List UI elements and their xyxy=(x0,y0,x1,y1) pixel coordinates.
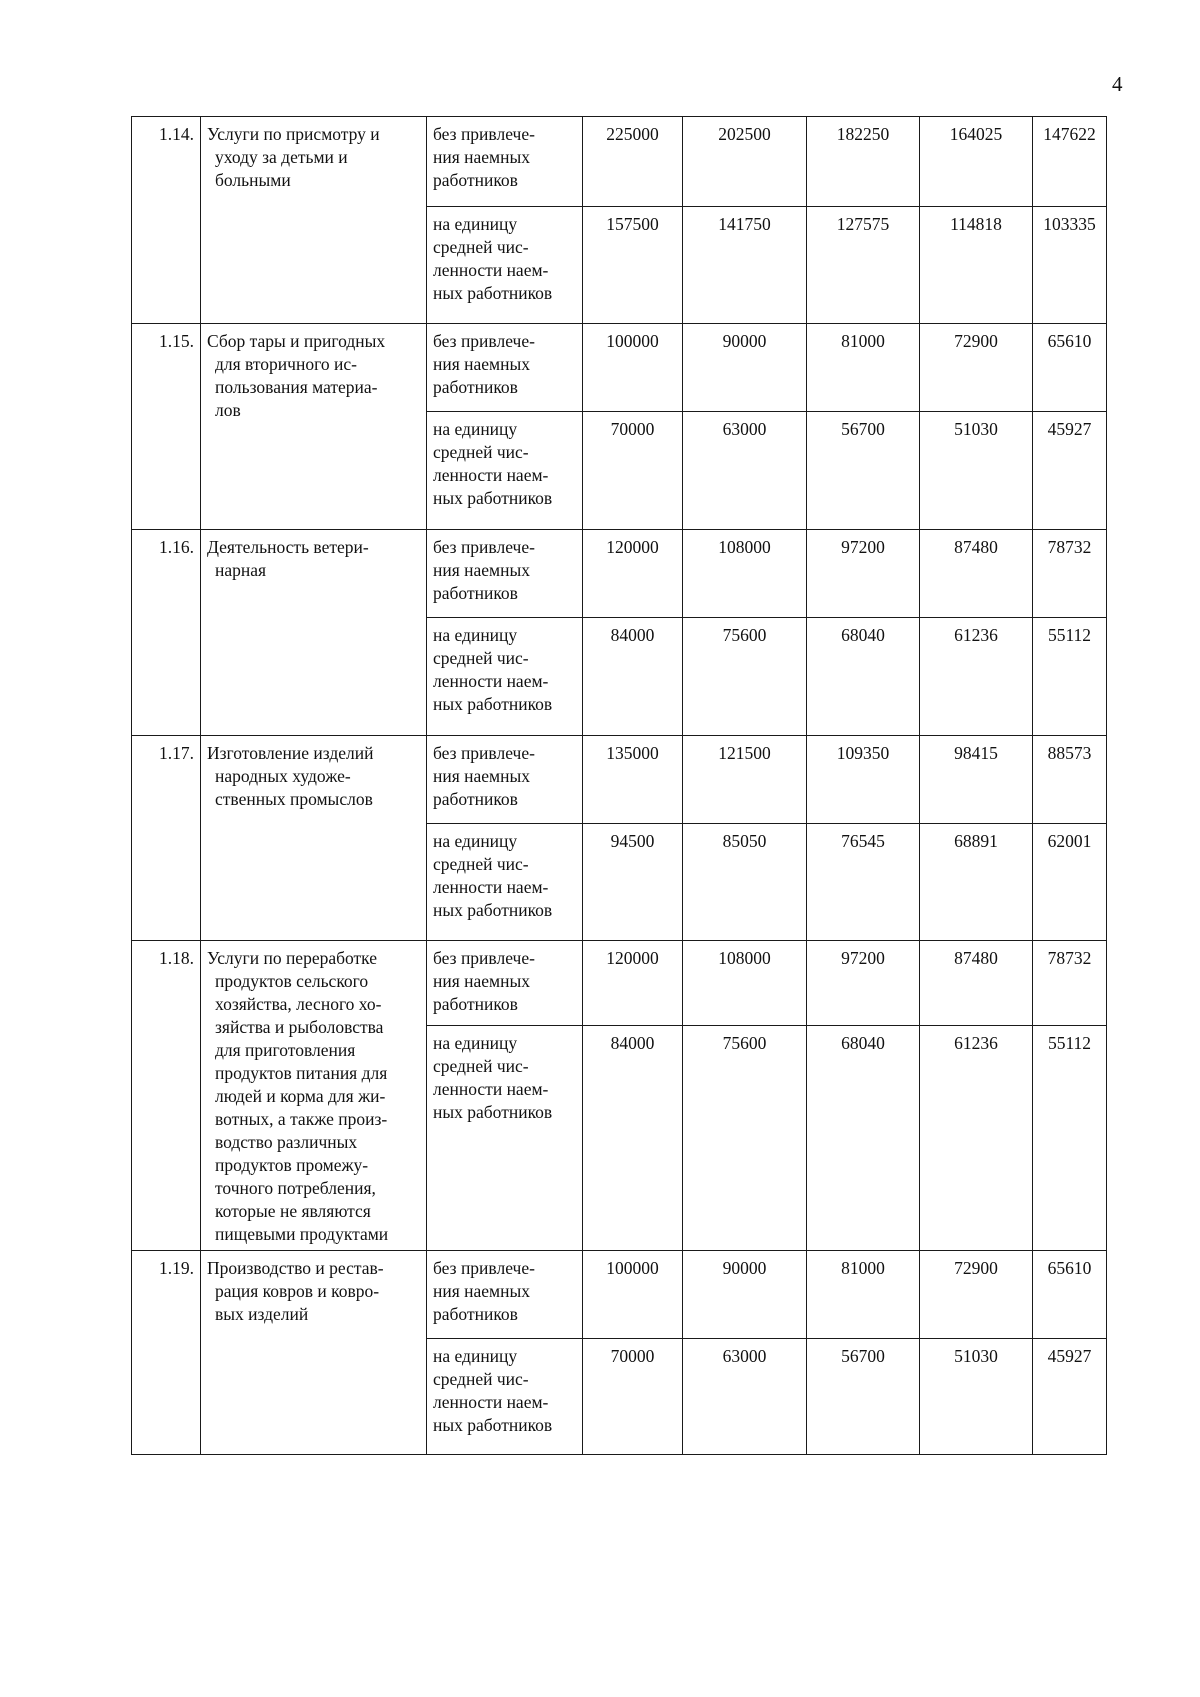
value-cell: 97200 xyxy=(807,530,920,618)
activity-name xyxy=(201,941,427,1251)
condition-cell xyxy=(427,824,583,941)
value-cell: 202500 xyxy=(683,117,807,207)
value-cell: 141750 xyxy=(683,207,807,324)
table-row xyxy=(132,1251,1107,1339)
condition-line: ленности наем- xyxy=(433,1079,549,1100)
condition-text xyxy=(433,624,576,716)
condition-line: без привлече- xyxy=(433,948,535,968)
activity-name-line: народных художе- xyxy=(215,766,351,786)
value-cell: 147622 xyxy=(1033,117,1107,207)
value-cell: 90000 xyxy=(683,324,807,412)
value-cell: 63000 xyxy=(683,1339,807,1455)
page-number: 4 xyxy=(1112,72,1123,96)
condition-line: без привлече- xyxy=(433,743,535,763)
condition-line: на единицу xyxy=(433,419,518,439)
condition-line: на единицу xyxy=(433,1033,518,1054)
condition-line: ленности наем- xyxy=(433,671,549,691)
condition-cell xyxy=(427,530,583,618)
value-cell: 68891 xyxy=(920,824,1033,941)
activity-name-line: людей и корма для жи- xyxy=(215,1086,386,1106)
value-cell: 55112 xyxy=(1033,618,1107,736)
activity-name-line: уходу за детьми и xyxy=(215,147,348,167)
value-cell: 120000 xyxy=(583,941,683,1026)
table-row xyxy=(132,117,1107,207)
condition-line: без привлече- xyxy=(433,124,535,144)
value-cell: 103335 xyxy=(1033,207,1107,324)
value-cell: 45927 xyxy=(1033,1339,1107,1455)
value-cell: 76545 xyxy=(807,824,920,941)
condition-line: на единицу xyxy=(433,831,518,851)
activity-name-line: которые не являются xyxy=(215,1201,371,1221)
value-cell: 70000 xyxy=(583,1339,683,1455)
value-cell: 68040 xyxy=(807,1026,920,1251)
condition-text xyxy=(433,1257,576,1326)
condition-text xyxy=(433,123,576,192)
condition-line: ных работников xyxy=(433,900,553,920)
value-cell: 56700 xyxy=(807,1339,920,1455)
condition-text xyxy=(433,213,576,305)
condition-line: работников xyxy=(433,170,518,190)
condition-line: средней чис- xyxy=(433,1056,529,1077)
activity-name-text xyxy=(207,1257,420,1326)
condition-cell xyxy=(427,941,583,1026)
condition-line: ленности наем- xyxy=(433,260,549,280)
condition-line: работников xyxy=(433,1304,518,1324)
activity-name-line: Производство и рестав- xyxy=(207,1258,384,1278)
value-cell: 63000 xyxy=(683,412,807,530)
activity-name-line: точного потребления, xyxy=(215,1178,376,1198)
value-cell: 84000 xyxy=(583,618,683,736)
activity-name-line: рация ковров и ковро- xyxy=(215,1281,380,1301)
table-row xyxy=(132,324,1107,412)
value-cell: 121500 xyxy=(683,736,807,824)
value-cell: 72900 xyxy=(920,1251,1033,1339)
condition-text xyxy=(433,418,576,510)
activity-name-line: Деятельность ветери- xyxy=(207,537,369,557)
activity-name-line: Услуги по переработке xyxy=(207,948,378,968)
value-cell: 45927 xyxy=(1033,412,1107,530)
value-cell: 87480 xyxy=(920,941,1033,1026)
value-cell: 65610 xyxy=(1033,1251,1107,1339)
condition-cell xyxy=(427,324,583,412)
value-cell: 157500 xyxy=(583,207,683,324)
condition-line: без привлече- xyxy=(433,331,535,351)
activity-name-line: вотных, а также произ- xyxy=(215,1109,388,1129)
condition-line: ных работников xyxy=(433,1102,553,1123)
condition-line: ных работников xyxy=(433,1415,553,1435)
activity-name-line: продуктов сельского xyxy=(215,971,369,991)
item-number: 1.15. xyxy=(132,324,201,530)
value-cell: 98415 xyxy=(920,736,1033,824)
condition-line: на единицу xyxy=(433,1346,518,1366)
activity-name-line: лов xyxy=(215,400,241,420)
item-number: 1.17. xyxy=(132,736,201,941)
activity-name-line: вых изделий xyxy=(215,1304,309,1324)
value-cell: 90000 xyxy=(683,1251,807,1339)
activity-name xyxy=(201,530,427,736)
activity-name-line: ственных промыслов xyxy=(215,789,373,809)
value-cell: 109350 xyxy=(807,736,920,824)
condition-cell xyxy=(427,1339,583,1455)
value-cell: 75600 xyxy=(683,1026,807,1251)
item-number: 1.18. xyxy=(132,941,201,1251)
activity-name-text xyxy=(207,947,420,1246)
value-cell: 120000 xyxy=(583,530,683,618)
condition-line: ных работников xyxy=(433,694,553,714)
activity-name-line: для вторичного ис- xyxy=(215,354,357,374)
item-number: 1.16. xyxy=(132,530,201,736)
condition-line: средней чис- xyxy=(433,442,529,462)
activity-name-line: пользования материа- xyxy=(215,377,378,397)
condition-line: ния наемных xyxy=(433,766,531,786)
value-cell: 114818 xyxy=(920,207,1033,324)
condition-cell xyxy=(427,207,583,324)
activity-name-line: продуктов питания для xyxy=(215,1063,388,1083)
value-cell: 85050 xyxy=(683,824,807,941)
item-number: 1.14. xyxy=(132,117,201,324)
condition-line: без привлече- xyxy=(433,537,535,557)
value-cell: 78732 xyxy=(1033,530,1107,618)
condition-line: ных работников xyxy=(433,283,553,303)
condition-line: средней чис- xyxy=(433,237,529,257)
condition-text xyxy=(433,742,576,811)
value-cell: 65610 xyxy=(1033,324,1107,412)
condition-line: ния наемных xyxy=(433,147,531,167)
condition-line: ния наемных xyxy=(433,1281,531,1301)
value-cell: 100000 xyxy=(583,324,683,412)
value-cell: 135000 xyxy=(583,736,683,824)
value-cell: 182250 xyxy=(807,117,920,207)
activity-name-text xyxy=(207,330,420,422)
activity-name-line: хозяйства, лесного хо- xyxy=(215,994,382,1014)
condition-line: на единицу xyxy=(433,214,518,234)
condition-cell xyxy=(427,117,583,207)
condition-line: ленности наем- xyxy=(433,1392,549,1412)
condition-line: средней чис- xyxy=(433,648,529,668)
value-cell: 62001 xyxy=(1033,824,1107,941)
value-cell: 81000 xyxy=(807,1251,920,1339)
value-cell: 61236 xyxy=(920,1026,1033,1251)
value-cell: 61236 xyxy=(920,618,1033,736)
activity-name-line: Изготовление изделий xyxy=(207,743,374,763)
condition-line: на единицу xyxy=(433,625,518,645)
activity-name-text xyxy=(207,742,420,811)
activity-name xyxy=(201,117,427,324)
activity-name-line: зяйства и рыболовства xyxy=(215,1017,384,1037)
condition-line: работников xyxy=(433,789,518,809)
value-cell: 97200 xyxy=(807,941,920,1026)
condition-line: ленности наем- xyxy=(433,877,549,897)
value-cell: 68040 xyxy=(807,618,920,736)
condition-text xyxy=(433,330,576,399)
condition-cell xyxy=(427,412,583,530)
condition-line: ния наемных xyxy=(433,560,531,580)
condition-line: ных работников xyxy=(433,488,553,508)
activity-name-line: водство различных xyxy=(215,1132,358,1152)
condition-text xyxy=(433,536,576,605)
value-cell: 70000 xyxy=(583,412,683,530)
value-cell: 88573 xyxy=(1033,736,1107,824)
activity-name-text xyxy=(207,123,420,192)
value-cell: 51030 xyxy=(920,1339,1033,1455)
activity-name xyxy=(201,1251,427,1455)
table-row xyxy=(132,736,1107,824)
table-row xyxy=(132,530,1107,618)
condition-cell xyxy=(427,1026,583,1251)
condition-line: средней чис- xyxy=(433,854,529,874)
condition-line: без привлече- xyxy=(433,1258,535,1278)
item-number: 1.19. xyxy=(132,1251,201,1455)
value-cell: 78732 xyxy=(1033,941,1107,1026)
value-cell: 72900 xyxy=(920,324,1033,412)
activity-name-text xyxy=(207,536,420,582)
activity-name-line: нарная xyxy=(215,560,267,580)
value-cell: 75600 xyxy=(683,618,807,736)
value-cell: 108000 xyxy=(683,530,807,618)
tax-rates-table xyxy=(131,116,1107,1455)
condition-line: работников xyxy=(433,377,518,397)
value-cell: 81000 xyxy=(807,324,920,412)
condition-cell xyxy=(427,1251,583,1339)
condition-text xyxy=(433,830,576,922)
activity-name-line: пищевыми продуктами xyxy=(215,1224,389,1244)
condition-line: ния наемных xyxy=(433,971,531,991)
activity-name-line: Сбор тары и пригодных xyxy=(207,331,386,351)
activity-name xyxy=(201,324,427,530)
activity-name-line: для приготовления xyxy=(215,1040,356,1060)
condition-cell xyxy=(427,618,583,736)
value-cell: 87480 xyxy=(920,530,1033,618)
value-cell: 56700 xyxy=(807,412,920,530)
activity-name xyxy=(201,736,427,941)
value-cell: 100000 xyxy=(583,1251,683,1339)
condition-line: ния наемных xyxy=(433,354,531,374)
value-cell: 127575 xyxy=(807,207,920,324)
condition-line: средней чис- xyxy=(433,1369,529,1389)
condition-cell xyxy=(427,736,583,824)
condition-text xyxy=(433,947,576,1016)
value-cell: 164025 xyxy=(920,117,1033,207)
condition-text xyxy=(433,1032,576,1124)
value-cell: 108000 xyxy=(683,941,807,1026)
value-cell: 51030 xyxy=(920,412,1033,530)
table-row xyxy=(132,941,1107,1026)
activity-name-line: продуктов промежу- xyxy=(215,1155,369,1175)
condition-text xyxy=(433,1345,576,1437)
value-cell: 84000 xyxy=(583,1026,683,1251)
activity-name-line: Услуги по присмотру и xyxy=(207,124,380,144)
value-cell: 225000 xyxy=(583,117,683,207)
value-cell: 94500 xyxy=(583,824,683,941)
condition-line: работников xyxy=(433,583,518,603)
condition-line: ленности наем- xyxy=(433,465,549,485)
activity-name-line: больными xyxy=(215,170,291,190)
value-cell: 55112 xyxy=(1033,1026,1107,1251)
condition-line: работников xyxy=(433,994,518,1014)
